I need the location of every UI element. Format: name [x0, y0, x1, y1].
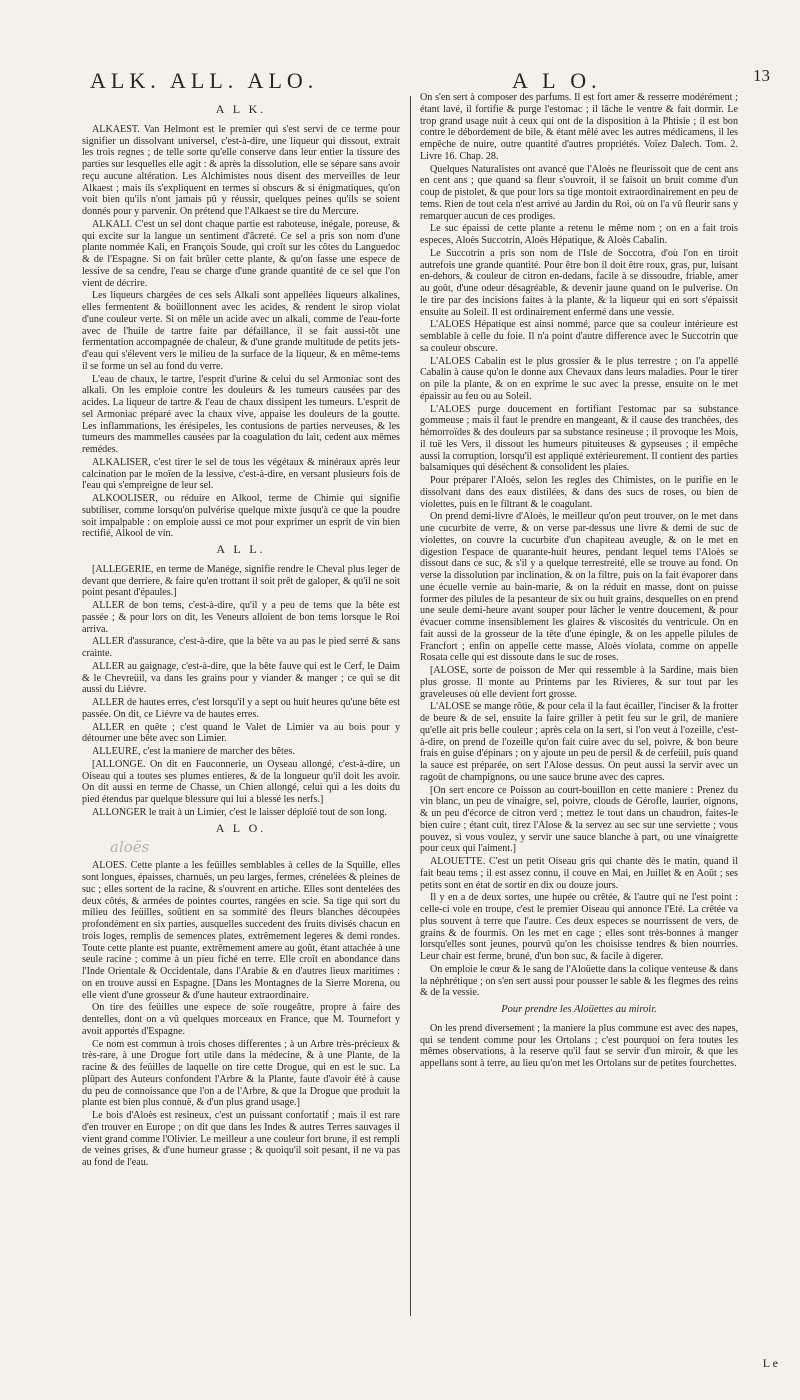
entry-alkaest: ALKAEST. Van Helmont est le premier qui s'est servi de ce terme pour signifier un dissolvant universel, c'est-à-dire, une liqueur qui dissout, extrait les trois regnes ; de telle sorte qu'elle conserve dans leur entier la tissure des parties sur lesquelles elle agit : & après la dissolution, elle se sépare sans avoir reçu aucune altération. Les Alchimistes nous disent des merveilles de leur Alkaest ; mais ils s'expliquent en termes si obscurs & si énigmatiques, qu'on voit bien qu'ils n'ont jamais pû y réussir, quelques peines qu'ils se soient donnés pour y parvenir. On prétend que l'Alkaest se tire du Mercure. — [82, 123, 400, 217]
entry-aller: ALLER au gaignage, c'est-à-dire, que la bête fauve qui est le Cerf, le Daim & le Chevreüil, va dans les grains pour y viander & manger ; ce qui se dit aussi du Liévre. — [82, 660, 400, 696]
entry-alkaliser: ALKALISER, c'est tirer le sel de tous les végétaux & minéraux après leur calcination par le moïen de la lessive, c'est-à-dire, en versant plusieurs fois de l'eau qui s'empreigne de leur sel. — [82, 456, 400, 492]
paragraph: On prend demi-livre d'Aloès, le meilleur qu'on peut trouver, on le met dans une cucurbite de verre, & on verse par-dessus une livre & demi de suc de violettes, on couvre la cucurbite d'un chapiteau aveugle, & on le met en digestion l'espace de quarante-huit heures, pendant lequel tems l'Aloès se dissout dans ce suc, & s'il y a quelque terrestreité, elle se trouve au fond. On verse la dissolution par inclination, & on la filtre, puis on la fait évaporer dans une écuelle vernie au bain-marie, & on la réduit en masse, dont on puisse former des pilules de la pesanteur de six ou huit grains, desquelles on en prend une seule demi-heure avant souper pour lâcher le ventre doucement, & pour évacuer comme insensiblement les glaires & viscosités du ventricule. On en fait aussi de la grosseur de la tête d'une épingle, & on les appelle pilules de Francfort ; enfin on appelle cette masse, Aloès violata, comme on appelle Rosata celle qui est dissoute dans le suc de roses. — [420, 511, 738, 664]
paragraph: Les liqueurs chargées de ces sels Alkali sont appellées liqueurs alkalines, elles fermentent & boüillonnent avec les acides, & rendent le sirop violat d'une couleur verte. Si on mêle un acide avec un alkali, comme de l'eau-forte avec de l'huile de tartre faite par défaillance, il se fait aussi-tôt une fermentation accompagnée de chaleur, & d'une grande multitude de petits jets-d'eau qui s'élevent vers le milieu de la surface de la liqueur, & en même-tems il se forme un sel au fond du verre. — [82, 290, 400, 372]
entry-alleure: ALLEURE, c'est la maniere de marcher des bêtes. — [92, 746, 295, 757]
paragraph: Il y en a de deux sortes, une hupée ou crêtée, & l'autre qui ne l'est point : celle-ci vole en troupe, c'est le premier Oiseau qui annonce l'Eté. La crêtée va plus souvent à terre que l'autre. Ces deux especes se nourrissent de vers, de grains & de fourmis. On les met en cage ; elles sont très-bonnes à manger lorsqu'elles sont jeunes, pourvû qu'on les choisisse tendres & bien nourries. Leur chair est ferme, bruné, d'un bon suc, & facile à digerer. — [420, 892, 738, 962]
paragraph: L'ALOES Cabalin est le plus grossier & le plus terrestre ; on l'a appellé Cabalin à cause qu'on le donne aux Chevaux dans leurs maladies. Pour le tirer on pile la plante, & on en exprime le suc avec la presse, ensuite on le met épaissir au feu ou au Soleil. — [420, 355, 738, 402]
entry-aller: ALLER de bon tems, c'est-à-dire, qu'il y a peu de tems que la bête est passée ; & pour lors on dit, les Veneurs alloient de bon tems lorsque le Roi arriva. — [82, 600, 400, 635]
entry-aller: ALLER de hautes erres, c'est lorsqu'il y a sept ou huit heures qu'une bête est passée. On dit, ce Liévre va de hautes erres. — [82, 697, 400, 720]
paragraph: Le Succotrin a pris son nom de l'Isle de Soccotra, d'où l'on en tiroit autrefois une grande quantité. Pour être bon il doit être roux, gras, pur, luisant en-dehors, & couleur de citron en-dedans, facile à se dissoudre, friable, amer au goût, d'une odeur désagréable, & devenir jaune quand on le pulverise. On le tire par des incisions faites à la plante, & la liqueur qui en sort s'épaissit ensuite au Soleil. Il est ordinairement enfermé dans une vessie. — [420, 247, 738, 318]
paragraph: On les prend diversement ; la maniere la plus commune est avec des napes, qui se tendent comme pour les Ortolans ; c'est pourquoi on fera toutes les mêmes observations, à la reserve qu'il faut se servir d'un miroir, & que les appellans sont à terre, au lieu qu'on met les Ortolans sur de petites fourchettes. — [420, 1022, 738, 1069]
paragraph: Ce nom est commun à trois choses differentes ; à un Arbre très-précieux & très-rare, à une Drogue fort utile dans la médecine, & à une Plante, de la racine & des feüilles de laquelle on tire cette Drogue, qui en est le suc. La plûpart des Auteurs confondent l'Arbre & la Plante, faute d'avoir été à cause du peu de connoissance que l'on a de l'Arbre, & que la Drogue que produit la plante est bien plus connuë, & d'un plus grand usage.] — [82, 1038, 400, 1109]
subsection-title: Pour prendre les Aloüettes au miroir. — [501, 1004, 657, 1015]
entry-allonger: ALLONGER le trait à un Limier, c'est le laisser déploïé tout de son long. — [92, 806, 387, 818]
entry-allonge: [ALLONGE. On dit en Fauconnerie, un Oyseau allongé, c'est-à-dire, un Oiseau qui a toutes ses plumes entieres, & de la longueur qu'il doit les avoir. On dit aussi en terme de Chasse, un Chien allongé, celui qui a les doits du pied étendus par quelque blessure qui lui a blessé les nerfs.] — [82, 758, 400, 805]
entry-aloes: ALOES. Cette plante a les feüilles semblables à celles de la Squille, elles sont longues, épaisses, charnuës, un peu larges, fermes, crénelées & pleines de suc ; elles sortent de la racine, & s'ouvrent en artiche. Elles sont dentelées des deux côtés, & armées de pointes courtes, rangées en scie. Sa tige qui sort du milieu des feüilles, soûtient en sa sommité des fleurs blanches découpées profondément en six parties, ausquelles succedent des fruits divisés chacun en trois loges, remplis de semences plates, extrêmement legeres & demi rondes. Toute cette plante est puante, extrêmement amere au goût, étant attachée à une seule racine ; comme à un pieu fiché en terre. Elle croît en abondance dans l'Inde Orientale & Occidentale, dans l'Arabie & en d'autres lieux maritimes : on en trouve aussi en Espagne. [Dans les Montagnes de la Sierre Morena, ou elle vient d'une grosseur & d'une hauteur extraordinaire. — [82, 860, 400, 1001]
entry-alose: [ALOSE, sorte de poisson de Mer qui ressemble à la Sardine, mais bien plus grosse. Il monte au Printems par les Rivieres, & sur tout par les graveleuses où elle devient fort grosse. — [420, 665, 738, 700]
entry-allegerie: [ALLEGERIE, en terme de Manége, signifie rendre le Cheval plus leger de devant que derriere, & faire qu'en trottant il soit prêt de galoper, & qu'il ne soit point pesant d'épaules.] — [82, 563, 400, 599]
paragraph: Quelques Naturalistes ont avancé que l'Aloès ne fleurissoit que de cent ans en cent ans ; que quand sa fleur s'ouvroit, il se faisoit un bruit comme d'un coup de pistolet, & que pour lors sa tige montoit extraordinairement en peu de tems. Rien de tout cela n'est arrivé au Jardin du Roi, où on l'a vû fleurir sans y remarquer aucun de ces prodiges. — [420, 163, 738, 222]
paragraph: Le bois d'Aloès est resineux, c'est un puissant confortatif ; mais il est rare d'en trouver en Europe ; on dit que dans les Indes & autres Terres sauvages il vient grand comme l'Olivier. Le meilleur a une couleur fort brune, il est rempli de veines grises, & d'une humeur grasse ; & quoiqu'il soit pesant, il ne va pas au fond de l'eau. — [82, 1110, 400, 1168]
entry-alkali: ALKALI. C'est un sel dont chaque partie est raboteuse, inégale, poreuse, & qui excite sur la langue un sentiment d'âcreté. Ce sel a pris son nom d'une plante nommée Kali, en François Soude, qui croît sur les côtes du Languedoc & de l'Espagne. Si on fait brûler cette plante, & qu'on fasse une espece de lessive de sa cendre, l'eau se charge d'une grande quantité de ce sel que l'on vient de décrire. — [82, 218, 400, 289]
catchword: L e — [762, 1356, 778, 1370]
section-title-all: A L L. — [216, 542, 266, 556]
section-title-alk: A L K. — [215, 102, 267, 116]
page-number: 13 — [753, 66, 770, 85]
paragraph: Le suc épaissi de cette plante a retenu le même nom ; on en a fait trois especes, Aloès Succotrin, Aloès Hépatique, & Aloès Cabalin. — [420, 223, 738, 246]
paragraph: L'ALOES purge doucement en fortifiant l'estomac par sa substance gommeuse ; mais il faut le prendre en mangeant, & il cause des tranchées, des hémorroïdes & des douleurs par sa substance resineuse ; il provoque les Mois, il tuë les Vers, il dissout les humeurs pituiteuses & gypseuses ; il empêche aussi la corruption, lorsqu'il est appliqué extérieurement. Il contient des parties balsamiques qui déséchent & consolident les plaies. — [420, 403, 738, 474]
entry-aller: ALLER en quête ; c'est quand le Valet de Limier va au bois pour y détourner une bête avec son Limier. — [82, 721, 400, 745]
paragraph: L'ALOES Hépatique est ainsi nommé, parce que sa couleur intérieure est semblable à celle du foie. Il n'a point d'autre difference avec le Succotrin que sa couleur obscure. — [420, 319, 738, 354]
running-head-left: ALK. ALL. ALO. — [90, 68, 319, 93]
paragraph: On s'en sert à composer des parfums. Il est fort amer & resserre modérément ; étant lavé, il fortifie & purge l'estomac ; il lâche le ventre & fait dormir. Le trop grand usage nuit à ceux qui ont de la disposition à la Phtisie ; il est bon contre le débordement de bile, & étant mêlé avec les autres médicamens, il les empêche de nuire, outre quantité d'autres propriétés. Voïez Dalech. Tom. 2. Livre 16. Chap. 28. — [420, 92, 738, 162]
paragraph: Pour préparer l'Aloès, selon les regles des Chimistes, on le purifie en le dissolvant dans des eaux distilées, & dans des sucs de roses, ou bien de violettes, puis en le filtrant & le coagulant. — [420, 475, 738, 510]
section-title-alo: A L O. — [215, 820, 267, 835]
handwritten-annotation: aloës — [110, 838, 150, 857]
right-column — [420, 92, 738, 1071]
paragraph: L'eau de chaux, le tartre, l'esprit d'urine & celui du sel Armoniac sont des alkali. On les emploie contre les douleurs & les tumeurs causées par des acides. La liqueur de tartre & l'eau de chaux dissipent les tumeurs. L'esprit de sel Armoniac préparé avec la chaux vive, appaise les douleurs de la goutte. Les inflammations, les érésipeles, les contusions de parties nerveuses, & les tumeurs des mammelles causées par la coagulation du lait, cedent aux mêmes remédes. — [82, 373, 400, 455]
paragraph: On tire des feüilles une espece de soïe rougeâtre, propre à faire des dentelles, dont on a vû quelques morceaux en France, que M. Tournefort y avoit apportés d'Espagne. — [82, 1002, 400, 1037]
left-column — [82, 100, 400, 1170]
entry-alkooliser: ALKOOLISER, ou réduire en Alkool, terme de Chimie qui signifie subtiliser, comme lorsqu'on pulvérise quelque mixte jusqu'à ce que la poudre soit impalpable : on emploie aussi ce mot pour exprimer un esprit de vin bien rectifié, Alkool de vin. — [82, 493, 400, 540]
paragraph: On emploie le cœur & le sang de l'Aloüette dans la colique venteuse & dans la néphrétique ; on s'en sert aussi pour pousser le sable & les flegmes des reins & de la vessie. — [420, 963, 738, 999]
entry-aller: ALLER d'assurance, c'est-à-dire, que la bête va au pas le pied serré & sans crainte. — [82, 636, 400, 659]
paragraph: [On sert encore ce Poisson au court-bouillon en cette maniere : Prenez du vin blanc, un peu de vinaigre, sel, poivre, clouds de Gérofle, laurier, oignons, & un peu d'écorce de citron verd ; mettez le tout dans un chaudron, faites-le bien cuire ; étant cuit, tirez l'Alose & la servez au sec sur une serviette ; vous pouvez, si vous voulez, y servir une sauce blanche à part, ou une vinaigrette pour ceux qui l'aiment.] — [420, 784, 738, 855]
paragraph: L'ALOSE se mange rôtie, & pour cela il la faut écailler, l'inciser & la frotter de beure & de sel, ensuite la faire griller à petit feu sur le gril, de maniere qu'elle ait pris belle couleur ; après cela on la sert, si l'on veut à l'ozeille, c'est-à-dire, on prend de l'ozeille qu'on fait cuire avec du sel, poivre, & bon beure frais en guise d'épinars ; on y ajoute un peu de persil & de cerfeüil, puis quand la sauce est préparée, on sert l'Alose dessus. On peut aussi la servir avec un ragoût de champignons, ou une sauce brune avec des capres. — [420, 701, 738, 783]
column-divider — [410, 96, 411, 1316]
entry-alouette: ALOUETTE. C'est un petit Oiseau gris qui chante dès le matin, quand il fait beau tems ; il est assez connu, il couve en Mai, en Juillet & en Août ; ses petits sont en état de sortir en dix ou douze jours. — [420, 856, 738, 891]
running-head-right: A L O. — [512, 68, 602, 93]
